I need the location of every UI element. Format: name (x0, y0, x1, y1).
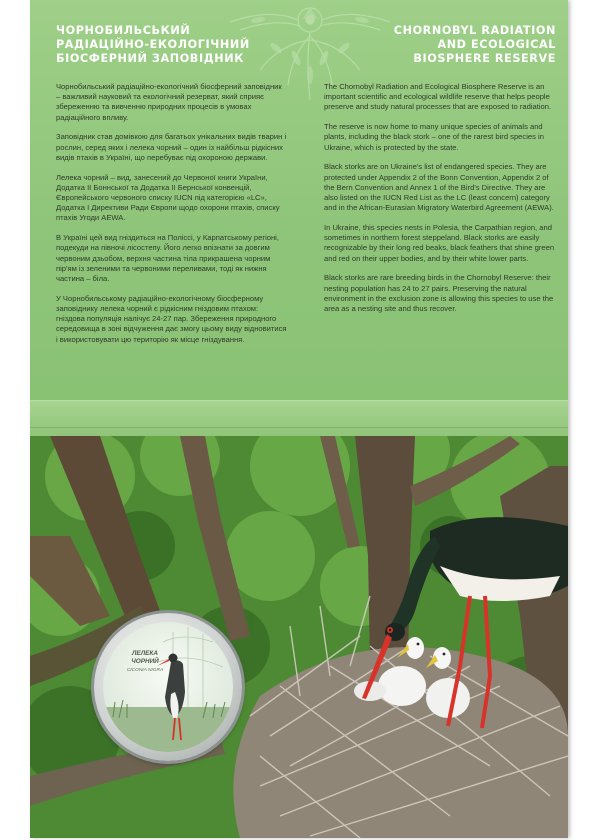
ukrainian-paragraph: В Україні цей вид гніздиться на Поліссі, у Карпатському регіоні, подекуди на півночі лісостепу. Його легко впізнати за довгим червоним дзьобом, верхня частина тіла прикрашена чорним пір'ям із зеленими та червоними переливами, тоді як нижня частина – біла. (56, 233, 279, 284)
coin-title-line: ЧОРНИЙ (131, 657, 159, 665)
fold-line (30, 427, 568, 428)
english-title-line: CHORNOBYL RADIATION (393, 24, 556, 37)
fold-strip (30, 400, 568, 438)
coin-title-line: ЛЕЛЕКА (132, 650, 158, 657)
english-paragraph: The Chornobyl Radiation and Ecological Biosphere Reserve is an important scientific and ecological wildlife reserve that helps people preserve and study natural processes that are exposed to radiation. (324, 82, 552, 112)
commemorative-coin (94, 613, 242, 761)
stork-nest-photo (30, 436, 568, 838)
forest-illustration (30, 436, 568, 838)
ukrainian-paragraph: У Чорнобильському радіаційно-екологічному біосферному заповіднику лелека чорний є рідкісним гніздовим птахом: гніздова популяція налічує 24-27 пар. Збереження природного середовища в зоні відчуження дає змогу цьому виду відновитися і використовувати цю територію як місце гніздування. (56, 293, 287, 344)
english-paragraph: In Ukraine, this species nests in Polesia, the Carpathian region, and sometimes in northern forest steppeland. Black storks are easily recognizable by their long red beaks, black feathers that shine green and red on their upper bodies, and by their white lower parts. (324, 223, 555, 263)
english-title-line: AND ECOLOGICAL (437, 38, 556, 51)
english-paragraph: Black storks are rare breeding birds in the Chornobyl Reserve: their nesting population has 24 to 27 pairs. Preserving the natural environment in the exclusion zone is allowing this species to use the area as a nesting site and thus recover. (324, 273, 554, 314)
english-paragraph: The reserve is now home to many unique species of animals and plants, including the black stork – one of the rarest bird species in Ukraine, which is protected by the state. (324, 122, 544, 152)
coin-title (115, 650, 175, 665)
ukrainian-title-line: БІОСФЕРНИЙ ЗАПОВІДНИК (56, 52, 244, 65)
english-column (324, 24, 556, 324)
ukrainian-paragraph: Заповідник став домівкою для багатьох унікальних видів тварин і рослин, серед яких і лелека чорний – один із найбільш рідкісних видів птахів в Україні, що перебуває під охороною держави. (56, 132, 287, 162)
ukrainian-paragraph: Лелека чорний – вид, занесений до Червоної книги України, Додатка II Боннської та Додатка II Бернської конвенцій, Європейського червоного списку IUCN під категорією «LC», Додатка I Директиви Ради Європи щодо охорони птахів, списку птахів Угоди AEWA. (56, 172, 280, 223)
ukrainian-title-line: ЧОРНОБИЛЬСЬКИЙ (56, 24, 191, 37)
ukrainian-column (56, 24, 288, 354)
english-title-line: BIOSPHERE RESERVE (413, 52, 556, 65)
booklet (30, 0, 568, 838)
english-paragraph: Black storks are on Ukraine's list of endangered species. They are protected under Appendix 2 of the Bonn Convention, Appendix 2 of the Bern Convention and Annex 1 of the Bird's Directive. They are also listed on the IUCN Red List as the LC (least concern) category and in the African-Eurasian Migratory Waterbird Agreement (AEWA). (324, 162, 554, 213)
ukrainian-title (56, 24, 288, 66)
english-title (324, 24, 556, 66)
text-panel (30, 0, 568, 400)
coin-face (103, 622, 233, 752)
coin-latin-name: CICONIA NIGRA (126, 668, 164, 673)
ukrainian-title-line: РАДІАЦІЙНО-ЕКОЛОГІЧНИЙ (56, 38, 250, 51)
ukrainian-paragraph: Чорнобильський радіаційно-екологічний біосферний заповідник – важливий науковий та екологічний резерват, який сприяє збереженню та вивченню природних процесів в умовах радіаційного впливу. (56, 82, 282, 122)
coin-stork-relief (103, 622, 233, 752)
